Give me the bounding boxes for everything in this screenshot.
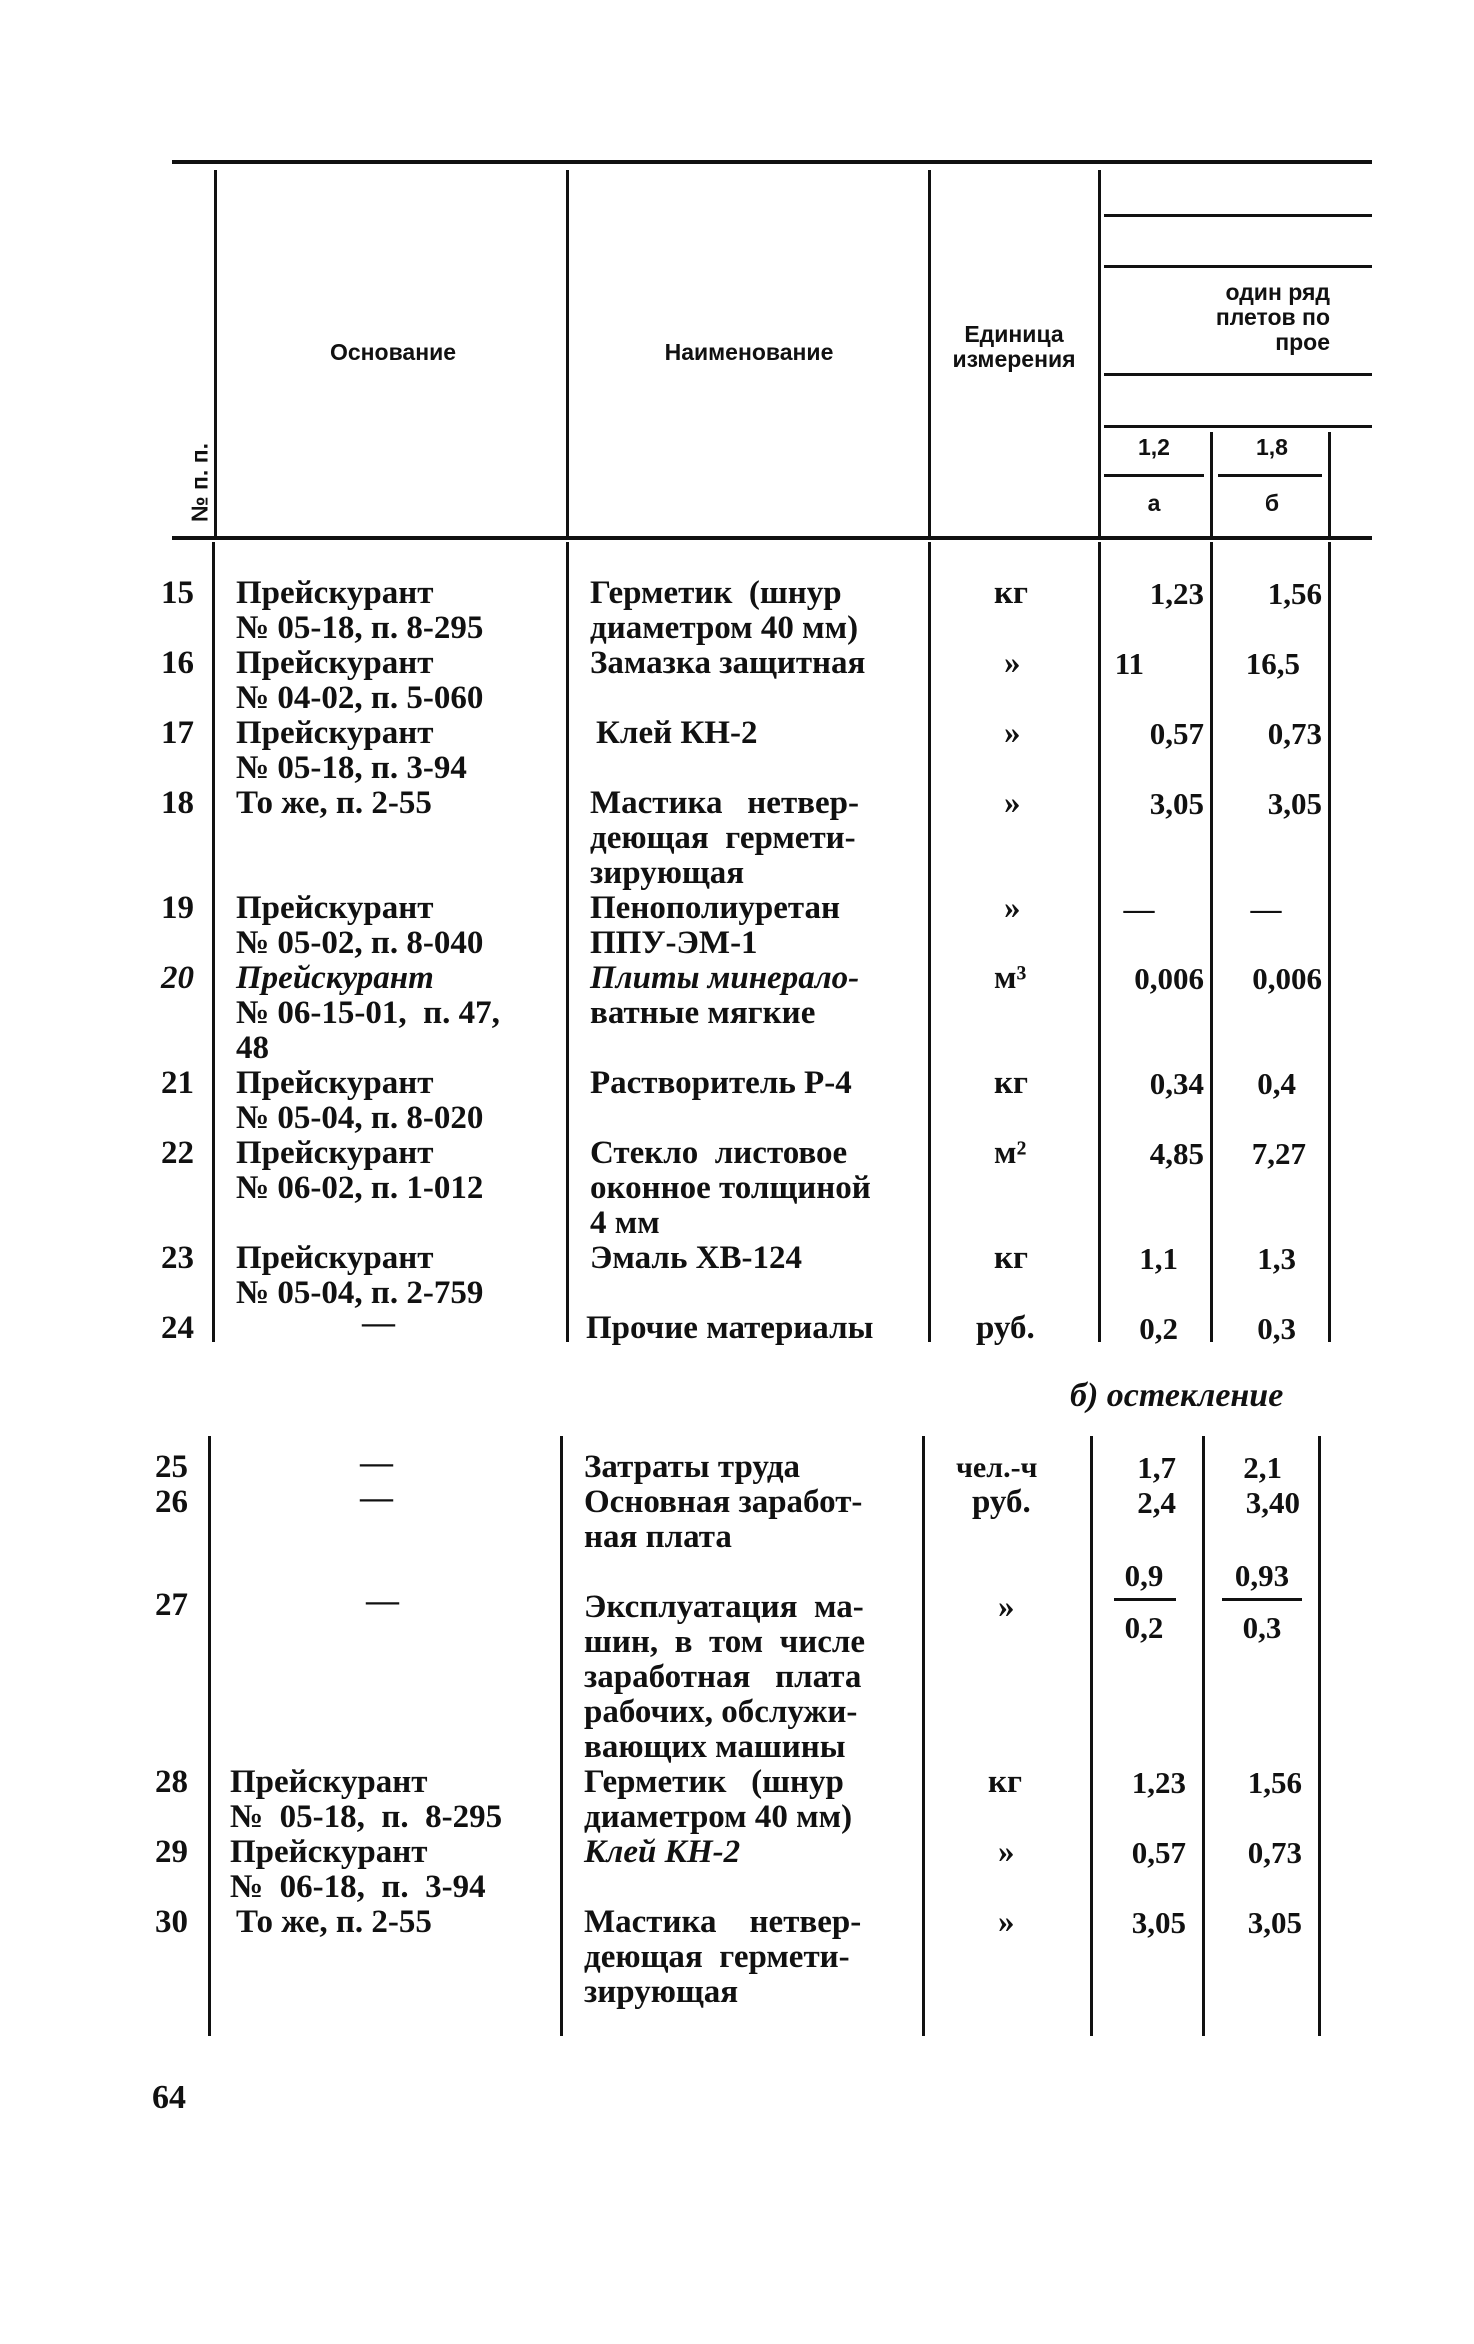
row-unit: м³: [994, 960, 1027, 996]
row-basis: —: [362, 1305, 395, 1341]
row-value-a: 3,05: [1131, 1905, 1186, 1940]
body-divider: [1328, 542, 1331, 1342]
row-basis: № 06-02, п. 1-012: [236, 1170, 484, 1206]
row-value-b: 0,73: [1247, 1835, 1302, 1870]
page-number: 64: [152, 2079, 186, 2116]
body-divider: [928, 542, 931, 1342]
body-divider: [1098, 542, 1101, 1342]
row-name: деющая гермети-: [590, 820, 856, 856]
sub-header-b: б: [1264, 490, 1280, 516]
row-unit: кг: [994, 1240, 1028, 1276]
row-name: ная плата: [584, 1519, 732, 1555]
row-name: Стекло листовое: [590, 1135, 848, 1171]
row-name: Плиты минерало-: [590, 960, 860, 996]
row-name: вающих машины: [584, 1729, 846, 1765]
fraction-bar: [1222, 1598, 1302, 1601]
row-basis: Прейскурант: [230, 1834, 428, 1870]
row-value-b: 1,56: [1247, 1765, 1302, 1800]
row-value-a: 0,34: [1149, 1066, 1204, 1101]
row-basis: Прейскурант: [230, 1764, 428, 1800]
row-unit: руб.: [972, 1484, 1031, 1520]
row-value-b-denominator: 0,3: [1242, 1610, 1282, 1645]
header-divider: [928, 170, 931, 538]
row-basis: № 05-18, п. 3-94: [236, 750, 467, 786]
row-basis: № 04-02, п. 5-060: [236, 680, 484, 716]
col-unit-header: Единица измерения: [952, 321, 1076, 372]
row-value-a-numerator: 0,9: [1124, 1558, 1164, 1593]
section-title: б) остекление: [1070, 1377, 1284, 1414]
row-unit: »: [1004, 645, 1021, 681]
row-number: 15: [161, 575, 194, 611]
row-name: Мастика нетвер-: [584, 1904, 862, 1940]
body-divider: [1202, 1436, 1205, 2036]
row-value-a: 1,1: [1139, 1241, 1178, 1276]
row-number: 21: [161, 1065, 194, 1101]
row-basis: Прейскурант: [236, 1240, 434, 1276]
row-unit: руб.: [976, 1310, 1035, 1346]
row-name: Клей КН-2: [584, 1834, 741, 1870]
header-divider: [1098, 170, 1101, 538]
row-number: 25: [155, 1449, 188, 1485]
row-number: 26: [155, 1484, 188, 1520]
row-basis: Прейскурант: [236, 1065, 434, 1101]
header-rule: [1104, 214, 1372, 217]
row-basis: Прейскурант: [236, 715, 434, 751]
header-rule: [1104, 265, 1372, 268]
table-top-rule: [172, 160, 1372, 164]
sub-header-a: а: [1147, 490, 1161, 516]
body-divider: [922, 1436, 925, 2036]
row-value-b: 1,3: [1257, 1241, 1296, 1276]
row-name: ППУ-ЭМ-1: [590, 925, 758, 961]
row-name: ватные мягкие: [590, 995, 816, 1031]
row-value-b: 16,5: [1245, 646, 1300, 681]
row-unit: чел.-ч: [956, 1451, 1038, 1484]
row-name: диаметром 40 мм): [590, 610, 859, 646]
row-value-b: 0,73: [1267, 716, 1322, 751]
row-name: диаметром 40 мм): [584, 1799, 853, 1835]
row-value-a: 0,57: [1131, 1835, 1186, 1870]
row-value-b: 0,4: [1257, 1066, 1296, 1101]
row-value-a: 1,23: [1131, 1765, 1186, 1800]
row-number: 30: [155, 1904, 188, 1940]
row-basis: То же, п. 2-55: [236, 785, 432, 821]
row-value-a: 1,7: [1137, 1450, 1176, 1485]
row-value-b: 3,05: [1267, 786, 1322, 821]
row-value-b: 1,56: [1267, 576, 1322, 611]
row-name: Прочие материалы: [586, 1310, 874, 1346]
row-number: 18: [161, 785, 194, 821]
row-name: оконное толщиной: [590, 1170, 871, 1206]
row-name: Мастика нетвер-: [590, 785, 859, 821]
row-value-a: 2,4: [1137, 1485, 1176, 1520]
row-number: 16: [161, 645, 194, 681]
row-basis: № 05-04, п. 8-020: [236, 1100, 484, 1136]
row-unit: »: [998, 1904, 1015, 1940]
row-name: зирующая: [590, 855, 745, 891]
row-number: 19: [161, 890, 194, 926]
row-name: зирующая: [584, 1974, 739, 2010]
row-basis: № 06-18, п. 3-94: [230, 1869, 486, 1905]
row-name: Эксплуатация ма-: [584, 1589, 864, 1625]
row-value-b: 2,1: [1243, 1450, 1282, 1485]
header-rule: [1104, 425, 1372, 428]
row-basis: То же, п. 2-55: [236, 1904, 432, 1940]
row-number: 22: [161, 1135, 194, 1171]
row-basis: Прейскурант: [236, 960, 434, 996]
header-divider: [1328, 432, 1331, 538]
header-divider: [1210, 432, 1213, 538]
row-unit: »: [998, 1589, 1015, 1625]
row-value-b: 3,05: [1247, 1905, 1302, 1940]
row-value-a-denominator: 0,2: [1124, 1610, 1164, 1645]
body-divider: [566, 542, 569, 1342]
row-basis: Прейскурант: [236, 575, 434, 611]
row-name: заработная плата: [584, 1659, 862, 1695]
row-name: шин, в том числе: [584, 1624, 866, 1660]
row-value-a: 0,2: [1139, 1311, 1178, 1346]
row-value-a: 3,05: [1149, 786, 1204, 821]
col-basis-header: Основание: [329, 339, 457, 365]
row-basis: —: [366, 1583, 399, 1619]
row-basis: № 05-18, п. 8-295: [230, 1799, 503, 1835]
col-name-header: Наименование: [664, 339, 834, 365]
row-unit: кг: [988, 1764, 1022, 1800]
row-number: 24: [161, 1310, 194, 1346]
row-number: 17: [161, 715, 194, 751]
row-number: 23: [161, 1240, 194, 1276]
col-no-header: № п. п.: [186, 443, 213, 522]
row-unit: »: [1004, 890, 1021, 926]
body-divider: [1090, 1436, 1093, 2036]
row-basis: —: [360, 1445, 393, 1481]
row-unit: кг: [994, 575, 1028, 611]
header-bottom-rule: [172, 536, 1372, 540]
row-value-b: 3,40: [1245, 1485, 1300, 1520]
row-name: Эмаль ХВ-124: [590, 1240, 802, 1276]
row-unit: »: [1004, 785, 1021, 821]
row-name: 4 мм: [590, 1205, 660, 1241]
fraction-bar: [1114, 1598, 1176, 1601]
row-value-a: 1,23: [1149, 576, 1204, 611]
row-value-b: —: [1250, 891, 1282, 926]
row-value-a: 0,006: [1134, 961, 1204, 996]
row-number: 29: [155, 1834, 188, 1870]
sub-header-12: 1,2: [1138, 434, 1170, 460]
row-number: 28: [155, 1764, 188, 1800]
header-divider: [214, 170, 217, 538]
row-value-a: —: [1123, 891, 1155, 926]
row-unit: кг: [994, 1065, 1028, 1101]
row-unit: м²: [994, 1135, 1027, 1171]
body-divider: [212, 542, 215, 1342]
body-divider: [1318, 1436, 1321, 2036]
row-name: Затраты труда: [584, 1449, 801, 1485]
sub-header-18: 1,8: [1256, 434, 1288, 460]
header-rule: [1104, 474, 1204, 477]
header-rule: [1104, 373, 1372, 376]
row-name: Герметик (шнур: [584, 1764, 844, 1800]
row-value-a: 11: [1114, 646, 1144, 681]
header-rule: [1218, 474, 1322, 477]
row-number: 27: [155, 1587, 188, 1623]
row-name: Пенополиуретан: [590, 890, 841, 926]
row-name: Клей КН-2: [596, 715, 758, 751]
row-name: Замазка защитная: [590, 645, 866, 681]
row-value-a: 4,85: [1149, 1136, 1204, 1171]
row-value-a: 0,57: [1149, 716, 1204, 751]
row-basis: Прейскурант: [236, 645, 434, 681]
row-name: Растворитель Р-4: [590, 1065, 852, 1101]
row-name: Герметик (шнур: [590, 575, 842, 611]
row-basis: № 06-15-01, п. 47,: [236, 995, 500, 1031]
row-name: рабочих, обслужи-: [584, 1694, 858, 1730]
row-basis: № 05-02, п. 8-040: [236, 925, 484, 961]
body-divider: [560, 1436, 563, 2036]
row-basis: 48: [236, 1030, 269, 1066]
row-basis: № 05-18, п. 8-295: [236, 610, 484, 646]
row-value-b: 0,006: [1252, 961, 1322, 996]
row-basis: Прейскурант: [236, 1135, 434, 1171]
col-group-header: один ряд плетов по прое: [1215, 279, 1330, 355]
row-name: Основная заработ-: [584, 1484, 863, 1520]
row-name: деющая гермети-: [584, 1939, 850, 1975]
row-unit: »: [1004, 715, 1021, 751]
row-value-b: 0,3: [1257, 1311, 1296, 1346]
row-basis: Прейскурант: [236, 890, 434, 926]
row-basis: —: [360, 1480, 393, 1516]
header-divider: [566, 170, 569, 538]
row-number: 20: [161, 960, 194, 996]
row-value-b: 7,27: [1251, 1136, 1306, 1171]
body-divider: [1210, 542, 1213, 1342]
body-divider: [208, 1436, 211, 2036]
row-basis: № 05-04, п. 2-759: [236, 1275, 484, 1311]
row-unit: »: [998, 1834, 1015, 1870]
row-value-b-numerator: 0,93: [1234, 1558, 1290, 1593]
